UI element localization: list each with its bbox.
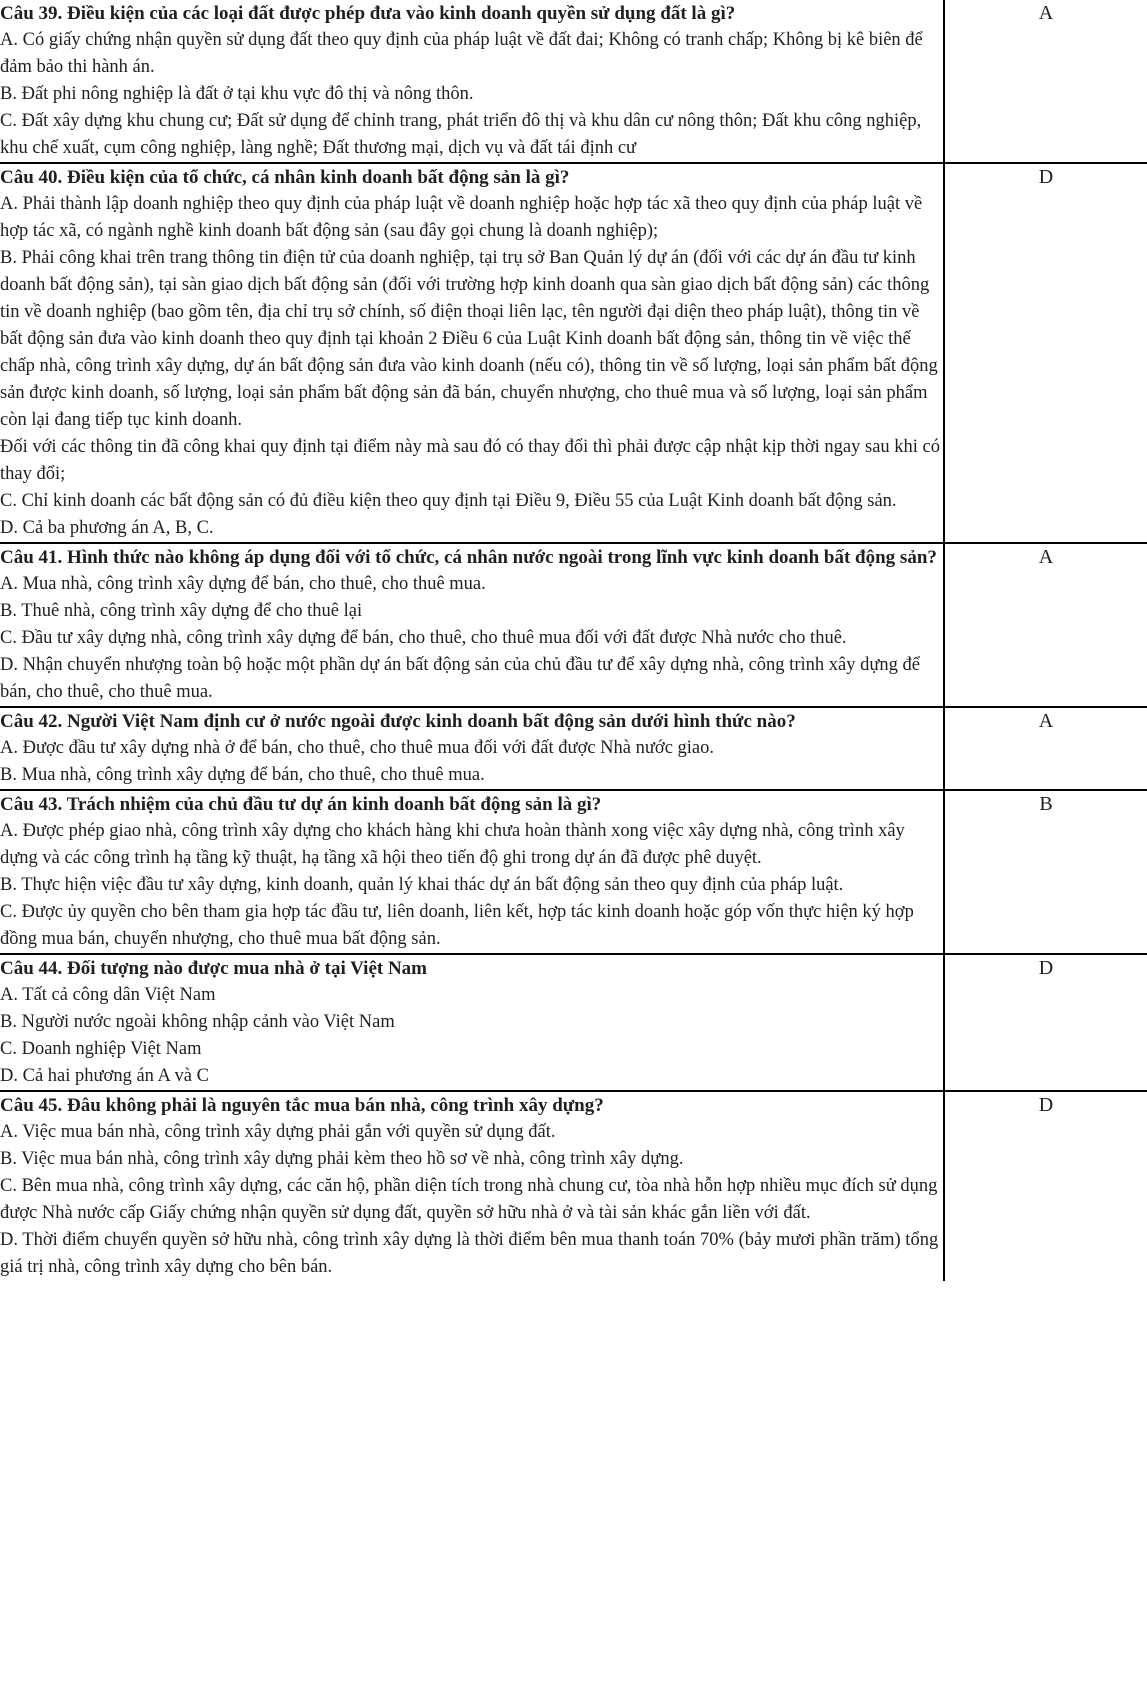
answer-cell (944, 1091, 1147, 1281)
option-paragraph: D. Cả ba phương án A, B, C. (0, 518, 214, 538)
option-paragraph: B. Thực hiện việc đầu tư xây dựng, kinh doanh, quản lý khai thác dự án bất động sản theo quy định của pháp luật. (0, 875, 844, 895)
question-title: Câu 39. Điều kiện của các loại đất được phép đưa vào kinh doanh quyền sử dụng đất là gì? (0, 3, 736, 24)
question-cell (0, 1091, 944, 1281)
answer-cell (944, 163, 1147, 543)
question-options (0, 191, 943, 542)
option-paragraph: A. Phải thành lập doanh nghiệp theo quy định của pháp luật về doanh nghiệp hoặc hợp tác xã theo quy định của pháp luật về hợp tác xã, có ngành nghề kinh doanh bất động sản (sau đây gọi chung là doanh nghiệp); (0, 194, 923, 241)
question-row (0, 163, 1147, 543)
question-options (0, 27, 943, 162)
answer-cell (944, 543, 1147, 707)
option-paragraph: C. Đầu tư xây dựng nhà, công trình xây dựng để bán, cho thuê, cho thuê mua đối với đất được Nhà nước cho thuê. (0, 628, 847, 648)
answer-letter: D (1038, 957, 1054, 979)
option-paragraph: D. Cả hai phương án A và C (0, 1066, 209, 1086)
question-row (0, 0, 1147, 163)
question-row (0, 1091, 1147, 1281)
question-title: Câu 44. Đối tượng nào được mua nhà ở tại Việt Nam (0, 958, 428, 979)
option-paragraph: D. Nhận chuyển nhượng toàn bộ hoặc một phần dự án bất động sản của chủ đầu tư để xây dựng nhà, công trình xây dựng để bán, cho thuê, cho thuê mua. (0, 655, 920, 702)
question-title: Câu 45. Đâu không phải là nguyên tắc mua bán nhà, công trình xây dựng? (0, 1095, 604, 1116)
question-cell (0, 954, 944, 1091)
question-row (0, 707, 1147, 790)
answer-cell (944, 0, 1147, 163)
answer-letter: A (1038, 710, 1054, 732)
answer-cell (944, 707, 1147, 790)
option-paragraph: C. Doanh nghiệp Việt Nam (0, 1039, 202, 1059)
question-row (0, 954, 1147, 1091)
answer-cell (944, 954, 1147, 1091)
option-paragraph: C. Bên mua nhà, công trình xây dựng, các căn hộ, phần diện tích trong nhà chung cư, tòa nhà hỗn hợp nhiều mục đích sử dụng được Nhà nước cấp Giấy chứng nhận quyền sử dụng đất, quyền sở hữu nhà ở và tài sản khác gắn liền với đất. (0, 1176, 938, 1223)
option-paragraph: B. Thuê nhà, công trình xây dựng để cho thuê lại (0, 601, 363, 621)
answer-letter: A (1038, 546, 1054, 568)
option-paragraph: A. Mua nhà, công trình xây dựng để bán, cho thuê, cho thuê mua. (0, 574, 486, 594)
option-paragraph: A. Tất cả công dân Việt Nam (0, 985, 216, 1005)
option-paragraph: B. Đất phi nông nghiệp là đất ở tại khu vực đô thị và nông thôn. (0, 84, 474, 104)
question-cell (0, 707, 944, 790)
question-title: Câu 40. Điều kiện của tổ chức, cá nhân kinh doanh bất động sản là gì? (0, 167, 570, 188)
option-paragraph: Đối với các thông tin đã công khai quy định tại điểm này mà sau đó có thay đổi thì phải được cập nhật kịp thời ngay sau khi có thay đổi; (0, 437, 941, 484)
question-cell (0, 163, 944, 543)
option-paragraph: A. Có giấy chứng nhận quyền sử dụng đất theo quy định của pháp luật về đất đai; Không có tranh chấp; Không bị kê biên để đảm bảo thi hành án. (0, 30, 923, 77)
question-cell (0, 543, 944, 707)
answer-letter: B (1039, 793, 1053, 815)
option-paragraph: B. Người nước ngoài không nhập cảnh vào Việt Nam (0, 1012, 395, 1032)
question-options (0, 982, 943, 1090)
option-paragraph: A. Được phép giao nhà, công trình xây dựng cho khách hàng khi chưa hoàn thành xong việc xây dựng nhà, công trình xây dựng và các công trình hạ tầng kỹ thuật, hạ tầng xã hội theo tiến độ ghi trong dự án đã được phê duyệt. (0, 821, 905, 868)
answer-letter: D (1038, 1094, 1054, 1116)
answer-cell (944, 790, 1147, 954)
option-paragraph: B. Việc mua bán nhà, công trình xây dựng phải kèm theo hồ sơ về nhà, công trình xây dựng. (0, 1149, 684, 1169)
question-title: Câu 43. Trách nhiệm của chủ đầu tư dự án kinh doanh bất động sản là gì? (0, 794, 602, 815)
option-paragraph: B. Phải công khai trên trang thông tin điện tử của doanh nghiệp, tại trụ sở Ban Quản lý dự án (đối với các dự án đầu tư kinh doanh bất động sản), tại sàn giao dịch bất động sản (đối với trường hợp kinh doanh qua sàn giao dịch bất động sản) các thông tin về doanh nghiệp (bao gồm tên, địa chỉ trụ sở chính, số điện thoại liên lạc, tên người đại diện theo pháp luật), thông tin về bất động sản đưa vào kinh doanh theo quy định tại khoản 2 Điều 6 của Luật Kinh doanh bất động sản, thông tin về việc thế chấp nhà, công trình xây dựng, dự án bất động sản đưa vào kinh doanh (nếu có), thông tin về số lượng, loại sản phẩm bất động sản được kinh doanh, số lượng, loại sản phẩm bất động sản đã bán, chuyển nhượng, cho thuê mua và số lượng, loại sản phẩm còn lại đang tiếp tục kinh doanh. (0, 248, 938, 430)
question-row (0, 543, 1147, 707)
question-options (0, 735, 943, 789)
option-paragraph: A. Được đầu tư xây dựng nhà ở để bán, cho thuê, cho thuê mua đối với đất được Nhà nước giao. (0, 738, 715, 758)
question-title: Câu 41. Hình thức nào không áp dụng đối với tổ chức, cá nhân nước ngoài trong lĩnh vực kinh doanh bất động sản? (0, 547, 937, 568)
question-options (0, 818, 943, 953)
question-cell (0, 790, 944, 954)
answer-letter: D (1038, 166, 1054, 188)
answer-letter: A (1038, 2, 1054, 24)
option-paragraph: A. Việc mua bán nhà, công trình xây dựng phải gắn với quyền sử dụng đất. (0, 1122, 556, 1142)
option-paragraph: B. Mua nhà, công trình xây dựng để bán, cho thuê, cho thuê mua. (0, 765, 485, 785)
question-row (0, 790, 1147, 954)
option-paragraph: C. Đất xây dựng khu chung cư; Đất sử dụng để chỉnh trang, phát triển đô thị và khu dân cư nông thôn; Đất khu công nghiệp, khu chế xuất, cụm công nghiệp, làng nghề; Đất thương mại, dịch vụ và đất tái định cư (0, 111, 922, 158)
option-paragraph: C. Được ủy quyền cho bên tham gia hợp tác đầu tư, liên doanh, liên kết, hợp tác kinh doanh hoặc góp vốn thực hiện ký hợp đồng mua bán, chuyển nhượng, cho thuê mua bất động sản. (0, 902, 914, 949)
option-paragraph: C. Chỉ kinh doanh các bất động sản có đủ điều kiện theo quy định tại Điều 9, Điều 55 của Luật Kinh doanh bất động sản. (0, 491, 897, 511)
option-paragraph: D. Thời điểm chuyển quyền sở hữu nhà, công trình xây dựng là thời điểm bên mua thanh toán 70% (bảy mươi phần trăm) tổng giá trị nhà, công trình xây dựng cho bên bán. (0, 1230, 939, 1277)
question-options (0, 571, 943, 706)
question-options (0, 1119, 943, 1281)
question-title: Câu 42. Người Việt Nam định cư ở nước ngoài được kinh doanh bất động sản dưới hình thức nào? (0, 711, 796, 732)
question-cell (0, 0, 944, 163)
